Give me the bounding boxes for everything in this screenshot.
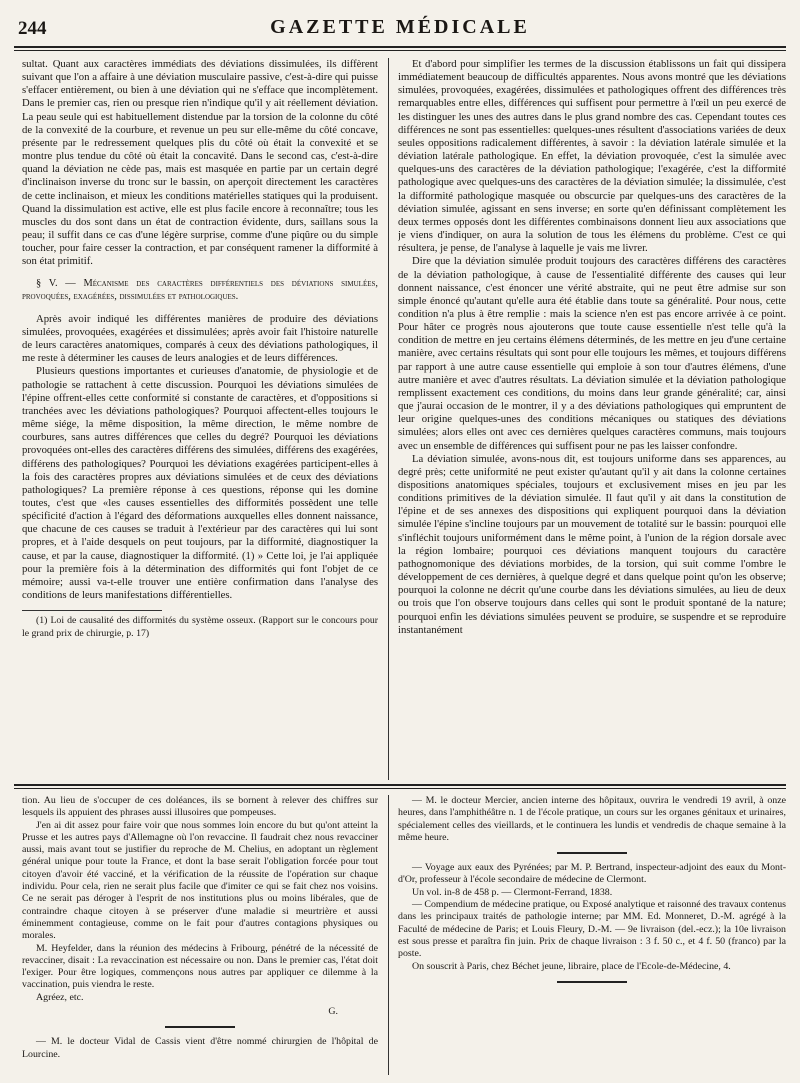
paragraph: Et d'abord pour simplifier les termes de la discussion établissons un fait qui dissipera immédiatement beaucoup de difficultés apparentes. Nous avons montré que les déviations simulées, provoquées, exagérées, dissimulées et pathologiques offrent des différences très remarquables entre elles, différences qui suffisent pour permettre à l'œil un peu exercé de les distinguer les unes des autres dans le plus grand nombre des cas. Cependant toutes ces différences ne sont pas essentielles: quelques-unes résultent d'associations variées de deux seules oppositions radicalement différentes, à savoir : la déviation latérale simulée et la déviation latérale pathologique. En effet, la déviation provoquée, c'est la simulée avec quelques-uns des caractères de la déviation pathologique; l'exagérée, c'est la difformité pathologique avec quelques-uns des caractères de la déviation simulée; la dissimulée, c'est la difformité pathologique masquée ou obscurcie par quelques-uns des caractères de la déviation simulée, agissant en sens inverse; en sorte qu'en définissant complètement les deux termes opposés dont les différentes combinaisons donnent lieu aux associations que je viens d'indiquer, on aura la solution de tous les élémens du problème. C'est ce qui résultera, je pense, de l'analyse à laquelle je vais me livrer. <box>398 58 786 255</box>
paragraph: Après avoir indiqué les différentes manières de produire des déviations simulées, provoquées, exagérées et dissimulées; après avoir fait l'histoire naturelle de leurs caractères anatomiques, comparés à ceux des déviations pathologiques, il me reste à déterminer les causes de leurs analogies et de leurs différences. <box>22 312 378 365</box>
book-notice: — Voyage aux eaux des Pyrénées; par M. P. Bertrand, inspecteur-adjoint des eaux du Mont-d'Or, professeur à l'école secondaire de médecine de Clermont. <box>398 862 786 886</box>
page-number: 244 <box>18 18 47 39</box>
paragraph: La déviation simulée, avons-nous dit, est toujours uniforme dans ses apparences, au degré près; cette uniformité ne peut exister qu'autant qu'il y ait dans la colonne certaines dispositions anatomiques spéciales, toujours et exclusivement mises en jeu par les conditions primitives de la déviation simulée. Il faut qu'il y ait dans la constitution de l'épine et de ses annexes des dispositions qui expliquent pourquoi dans la déviation simulée l'épine s'incline toujours par un mouvement de totalité sur le bassin: pourquoi elle s'infléchit toujours uniformément dans le même point, à l'union de la région dorsale avec la région lombaire; pourquoi ces déviations manquent toujours du caractère pathognomonique des déviations morbides, de la torsion, qui suit comme l'ombre le développement de ces dernières, à quelque degré et dans quelque point qu'on les observe; pourquoi la colonne ne décrit qu'une courbe dans les déviations simulées, au lieu de deux ou trois que l'on observe toujours dans celles qui sont le produit spontané de la nature; pourquoi enfin les déviations simulées peuvent se produire, se suspendre et se reproduire instantanément <box>398 452 786 636</box>
section-rule-thin <box>14 788 786 789</box>
paragraph: M. Heyfelder, dans la réunion des médecins à Fribourg, pénétré de la nécessité de revacciner, disait : La revaccination est nécessaire ou non. Dans le premier cas, l'état doit l'exiger. Pour être logiques, commençons nous autres par appliquer ce dilemme à la vaccination, puis viendra le reste. <box>22 942 378 991</box>
separator-rule <box>557 981 627 983</box>
paragraph: Dire que la déviation simulée produit toujours des caractères différens des caractères de la déviation pathologique, à cause de l'essentialité différente des causes qui leur donnent naissance, c'est énoncer une vérité abstraite, qui ne peut être admise sur son simple énoncé qu'autant qu'elle aura été établie dans toute sa généralité. Pour nous, cette condition n'a plus à être remplie : mais la science n'en est pas encore arrivée à ce point. Pour hâter ce progrès nous ajouterons que toute cause essentielle n'est telle qu'à la condition de mettre en jeu certains élémens déterminés, de les mettre en jeu d'une certaine manière, avec certains résultats qui sont pour elle toujours les mêmes, et toujours différens par rapport à une autre cause essentielle qui emploie à son tour d'autres élémens, d'une autre manière et avec d'autres résultats. La déviation simulée et la déviation pathologique remplissent exactement ces conditions, du moins dans leur grande généralité; car, ainsi que j'aurai occasion de le montrer, il y a des déviations pathologiques qui empruntent de leur origine quelques-unes des conditions mécaniques ou statiques des déviations simulées; alors elles ont avec ces dernières quelques caractères communs, mais toujours avec un ensemble de différences qui suffisent pour ne pas les laisser confondre. <box>398 255 786 452</box>
subscription-notice: On souscrit à Paris, chez Béchet jeune, libraire, place de l'Ecole-de-Médecine, 4. <box>412 960 731 972</box>
section-heading: § V. — Mécanisme des caractères différentiels des déviations simulées, provoquées, exagérées, dissimulées et pathologiques. <box>22 277 378 302</box>
footnote-rule <box>22 610 162 611</box>
paragraph: Plusieurs questions importantes et curieuses d'anatomie, de physiologie et de pathologie se rattachent à cette discussion. Pourquoi les déviations simulées de l'épine offrent-elles cette conformité si constante de caractères, et d'oppositions si tranchées avec les déviations pathologiques? Pourquoi affectent-elles toujours le même siége, la même disposition, la même direction, le même nombre de courbures, sans autres différences que celles du degré? Pourquoi les déviations provoquées ont-elles des caractères différens des simulées, différens des exagérées, différens des pathologiques? Pourquoi les déviations exagérées participent-elles à la fois des caractères propres aux déviations simulées et de ceux des déviations pathologiques? La première réponse à ces questions, réponse qui les domine toutes, c'est que «les causes essentielles des difformités possèdent une telle spécificité d'action à l'égard des déformations auxquelles elles donnent naissance, que chacune de ces causes se traduit à l'extérieur par des caractères qui lui sont propres, et à l'aide desquels on peut toujours, par la difformité, diagnostiquer la cause, et par la cause, diagnostiquer la difformité. (1) » Cette loi, je l'ai appliquée pour la première fois à la détermination des difformités qui font l'objet de ce mémoire; aussi va-t-elle trouver une entière confirmation dans l'analyse des conditions de leurs manifestations différentielles. <box>22 365 378 602</box>
journal-title: GAZETTE MÉDICALE <box>270 16 530 38</box>
header-rule-thin <box>14 50 786 51</box>
header-rule <box>14 46 786 48</box>
news-item: — M. le docteur Mercier, ancien interne des hôpitaux, ouvrira le vendredi 19 avril, à onze heures, dans l'amphithéâtre n. 1 de l'école pratique, un cours sur les organes génitaux et urinaires, spécialement celles des vieillards, et le continuera les lundis et vendredis de chaque semaine à la même heure. <box>398 795 786 843</box>
news-item: — M. le docteur Vidal de Cassis vient d'être nommé chirurgien de l'hôpital de Lourcine. <box>22 1036 378 1060</box>
column-divider <box>388 58 389 780</box>
separator-rule <box>165 1026 235 1028</box>
footnote: (1) Loi de causalité des difformités du système osseux. (Rapport sur le concours pour le grand prix de chirurgie, p. 17) <box>22 615 378 639</box>
paragraph: sultat. Quant aux caractères immédiats des déviations dissimulées, ils diffèrent suivant que l'on a affaire à une déviation musculaire passive, c'est-à-dire qui puisse s'effacer entièrement, ou bien à une déviation qui ne s'efface que incomplètement. Dans le premier cas, rien ou presque rien n'indique qu'il y ait réellement déviation. La peau seule qui est habituellement distendue par la torsion de la colonne du côté de la convexité de la courbure, et revenue un peu sur elle-même du côté concave, présente par le redressement quelques plis du côté où était la convexité et se montre plus tendue du côté où était la concavité. Dans le second cas, c'est-à-dire quand la déviation ne cède pas, mais est masquée en partie par un certain degré d'inclinaison inverse du tronc sur le bassin, on aperçoit directement les caractères de cette inclinaison, et mieux les conditions matérielles statiques qui la produisent. Quand la dissimulation est active, elle est plus facile encore à reconnaître; tous les muscles du dos sont dans un état de contraction évidente, durs, saillans sous la peau; il suffit dans ce cas d'une légère surprise, comme d'une piqûre ou du simple toucher, pour faire cesser la contraction, et par conséquent ramener la difformité à son état primitif. <box>22 58 378 268</box>
signature: G. <box>328 1006 338 1018</box>
paragraph: J'en ai dit assez pour faire voir que nous sommes loin encore du but qu'ont atteint la Prusse et les autres pays d'Allemagne où l'on revaccine. Il faudrait chez nous revacciner aussi, mais avant tout se justifier du reproche de M. Chelius, en adoptant un règlement général unique pour toute la France, et dont la base serait l'obligation forcée pour tout citoyen d'avoir été vacciné, et la vérification de la réussite de l'opération sur chaque individu. Pour cela, rien ne serait plus facile que d'imiter ce qui se fait chez nos voisins. Ce ne serait pas déroger à l'esprit de nos institutions plus ou moins libérales, que de contraindre chaque citoyen à se préserver d'une maladie si meurtrière et aussi éminemment contagieuse, comme on le fait pour d'autres contagions physiques ou morales. <box>22 819 378 942</box>
bottom-right-column <box>398 795 786 1075</box>
paragraph: Agréez, etc. <box>36 991 84 1003</box>
book-notice: — Compendium de médecine pratique, ou Exposé analytique et raisonné des travaux contenus dans les principaux traités de pathologie interne; par MM. Ed. Monneret, D.-M. agrégé à la Faculté de médecine de Paris; et Louis Fleury, D.-M. — 9e livraison (del.-ecz.); la 10e livraison est sous presse et paraîtra fin juin. Prix de chaque livraison : 3 f. 50 c., et 4 f. 50 (franco) par la poste. <box>398 899 786 960</box>
bottom-left-column <box>22 795 378 1075</box>
left-column <box>22 58 378 773</box>
separator-rule <box>557 852 627 854</box>
paragraph: tion. Au lieu de s'occuper de ces doléances, ils se bornent à relever des chiffres sur lesquels ils appuient des phrases aussi illusoires que pompeuses. <box>22 795 378 819</box>
page-header <box>18 14 782 48</box>
column-divider-bottom <box>388 795 389 1075</box>
right-column <box>398 58 786 778</box>
book-details: Un vol. in-8 de 458 p. — Clermont-Ferrand, 1838. <box>412 886 613 898</box>
section-rule <box>14 784 786 786</box>
